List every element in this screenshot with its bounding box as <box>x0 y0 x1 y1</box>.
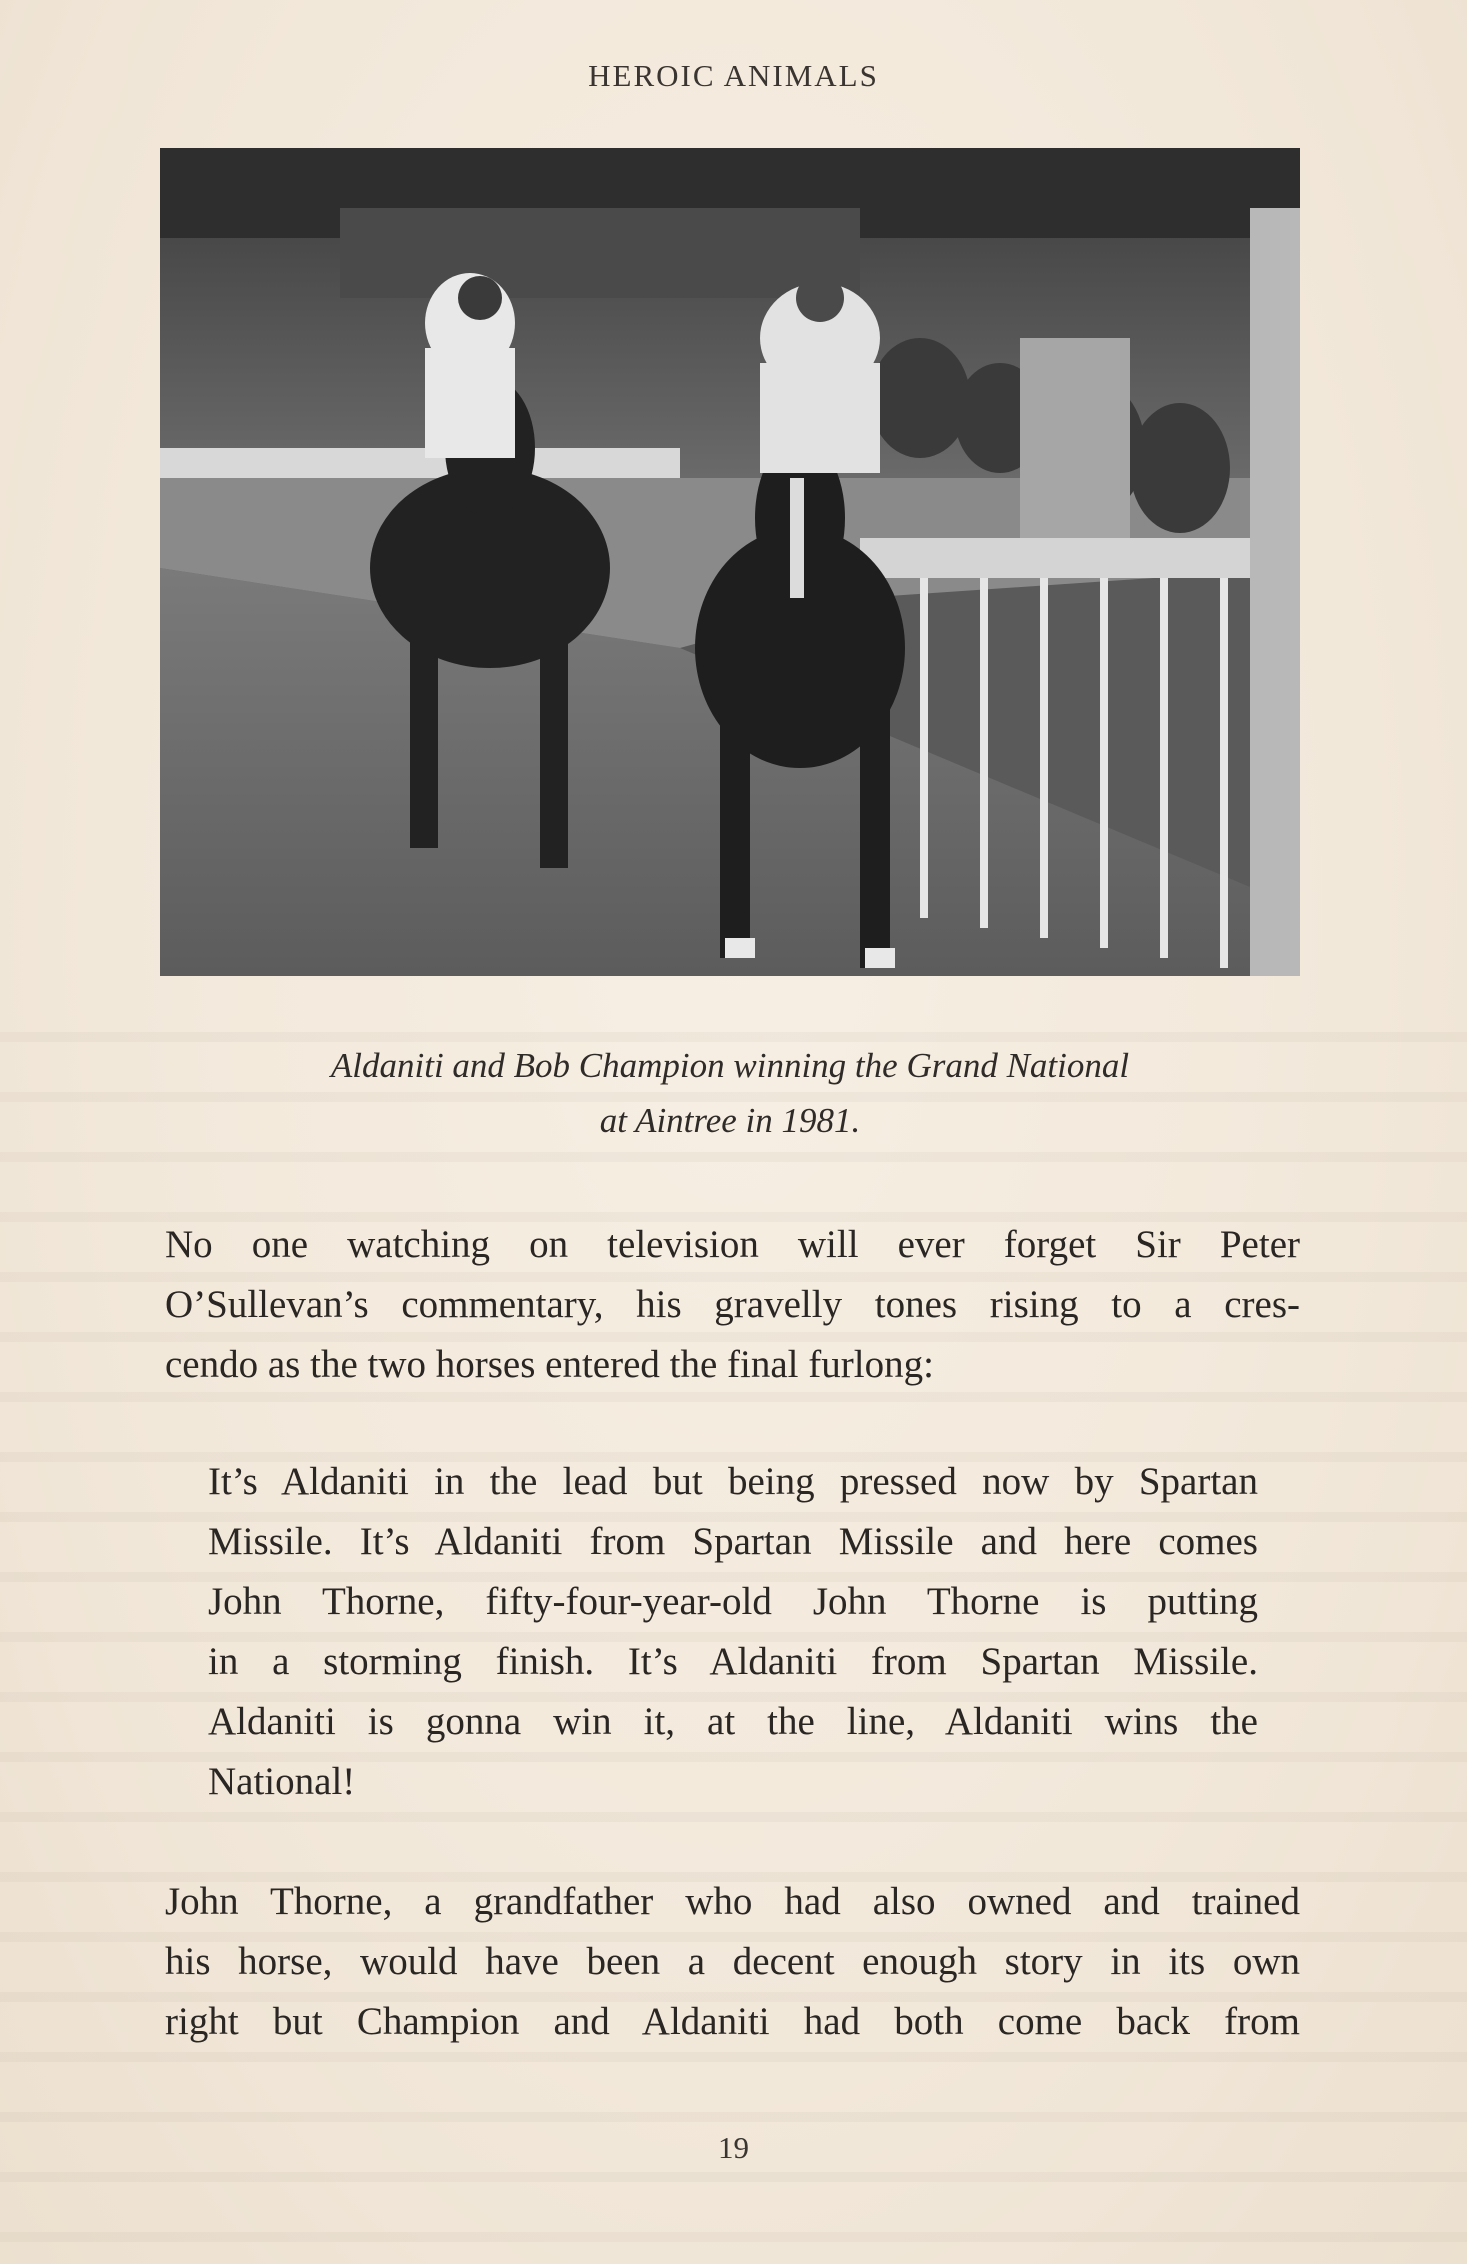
quote-line-3: John Thorne, fifty-four-year-old John Thorne is putting <box>208 1580 1258 1623</box>
quote-line-5: Aldaniti is gonna win it, at the line, Aldaniti wins the <box>208 1700 1258 1743</box>
quote-line-6: National! <box>208 1760 356 1803</box>
page-number: 19 <box>718 2130 749 2165</box>
race-photo <box>160 148 1300 976</box>
race-photo-illustration <box>160 148 1300 976</box>
paragraph-2-line-1: John Thorne, a grandfather who had also owned and trained <box>165 1880 1300 1923</box>
paragraph-1-line-2: O’Sullevan’s commentary, his gravelly tones rising to a cres- <box>165 1283 1300 1326</box>
quote-line-1: It’s Aldaniti in the lead but being pressed now by Spartan <box>208 1460 1258 1503</box>
paragraph-2-line-3: right but Champion and Aldaniti had both come back from <box>165 2000 1300 2043</box>
quote-line-4: in a storming finish. It’s Aldaniti from Spartan Missile. <box>208 1640 1258 1683</box>
photo-caption-line-2: at Aintree in 1981. <box>599 1101 861 1140</box>
paragraph-1-line-1: No one watching on television will ever forget Sir Peter <box>165 1223 1300 1266</box>
photo-caption-line-1: Aldaniti and Bob Champion winning the Grand National <box>330 1046 1130 1085</box>
running-head: HEROIC ANIMALS <box>588 58 879 93</box>
paragraph-1-line-3: cendo as the two horses entered the final furlong: <box>165 1343 934 1386</box>
quote-line-2: Missile. It’s Aldaniti from Spartan Missile and here comes <box>208 1520 1258 1563</box>
paragraph-2-line-2: his horse, would have been a decent enough story in its own <box>165 1940 1300 1983</box>
